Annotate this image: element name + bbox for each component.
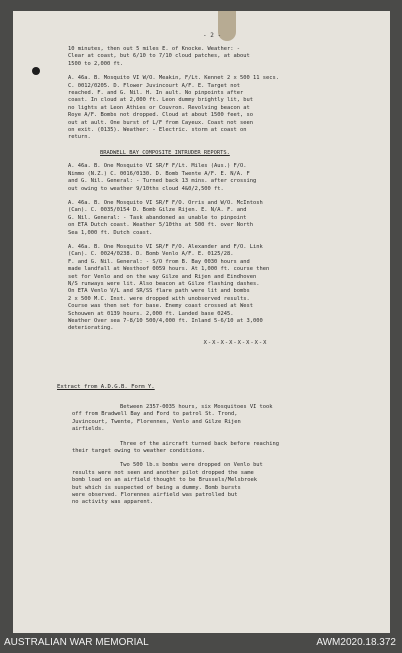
text-line: Three of the aircraft turned back before reaching bbox=[120, 440, 280, 447]
punch-hole bbox=[32, 67, 40, 75]
text-line: Clear at coast, but 6/10 to 7/10 cloud patches, at about bbox=[68, 53, 250, 60]
text-line: airfields. bbox=[72, 426, 105, 433]
extract-paragraph-2 bbox=[72, 441, 362, 456]
text-line: A. 46a. B. Mosquito VI W/O. Meakin, F/Lt. Kennet 2 x 500 11 secs. bbox=[68, 75, 279, 82]
text-line: out owing to weather 9/10ths cloud 4&0/2,500 ft. bbox=[68, 185, 224, 192]
intro-paragraph bbox=[68, 46, 363, 68]
text-line: on exit. (0135). Weather: - Electric. storm at coast on bbox=[68, 127, 247, 134]
report-paragraph-d bbox=[68, 244, 363, 333]
text-line: bomb load on an airfield thought to be Brussels/Melsbroek bbox=[72, 477, 257, 484]
text-line: C. 0012/0205. D. Flower Juvincourt A/F. E. Target not bbox=[68, 82, 241, 89]
text-line: Schouwen at 0139 hours. 2,000 ft. Landed base 0245. bbox=[68, 310, 234, 317]
text-line: A. 46a. B. One Mosquito VI SR/F F/Lt. Miles (Aus.) F/O. bbox=[68, 163, 247, 170]
page-number: - 2 - bbox=[203, 32, 222, 39]
text-line: deteriorating. bbox=[68, 325, 114, 332]
extract-heading bbox=[57, 384, 357, 390]
text-line: (Can). C. 0024/0238. D. Bomb Venlo A/F. E. 0125/28. bbox=[68, 251, 234, 258]
text-line: but which is suspected of being a dummy. Bomb bursts bbox=[72, 484, 241, 491]
text-line: out at ault. One burst of L/F from Cayeux. Coast not seen bbox=[68, 119, 253, 126]
text-line: reached. F. and G. Nil. H. In ault. No pinpoints after bbox=[68, 90, 244, 97]
text-line: On ETA Venlo V/L and SR/SS flare path were lit and bombs bbox=[68, 288, 250, 295]
footer-accession-id: AWM2020.18.372 bbox=[316, 637, 396, 648]
text-line: Juvincourt, Twente, Florennes, Venlo and Gilze Rijen bbox=[72, 418, 241, 425]
text-line: G. Nil. General: - Task abandoned as unable to pinpoint bbox=[68, 214, 247, 221]
report-body bbox=[68, 46, 363, 361]
text-line: made landfall at Westhoof 0059 hours. At 1,000 ft. course then bbox=[68, 266, 270, 273]
section-heading: BRADWELL BAY COMPOSITE INTRUDER REPORTS. bbox=[100, 149, 230, 156]
report-paragraph-b bbox=[68, 163, 363, 193]
text-line: no lights at Leon Athies or Couvron. Revolving beacon at bbox=[68, 104, 250, 111]
section-separator: X-X-X-X-X-X-X-X bbox=[203, 339, 268, 346]
text-line: Nimmo (N.Z.) C. 0016/0130. D. Bomb Twente A/F. E. N/A. F bbox=[68, 170, 250, 177]
text-line: off from Bradwell Bay and Ford to patrol St. Trond, bbox=[72, 411, 238, 418]
text-line: were observed. Florennes airfield was patrolled but bbox=[72, 492, 238, 499]
text-line: F. and G. Nil. General: - S/O from B. Bay 0030 hours and bbox=[68, 258, 250, 265]
text-line: Roye A/F. Bombs not dropped. Cloud at about 1500 feet, so bbox=[68, 112, 253, 119]
text-line: A. 46a. B. One Mosquito VI SR/F F/O. Alexander and F/O. Link bbox=[68, 243, 263, 250]
report-paragraph-c bbox=[68, 200, 363, 237]
text-line: Weather Over sea 7-8/10 500/4,000 ft. Inland 5-6/10 at 3,000 bbox=[68, 318, 263, 324]
footer-bar bbox=[0, 633, 402, 653]
extract-body bbox=[72, 404, 362, 514]
text-line: Two 500 lb.s bombs were dropped on Venlo but bbox=[120, 462, 263, 469]
footer-source: AUSTRALIAN WAR MEMORIAL bbox=[4, 637, 149, 648]
text-line: coast. In cloud at 2,000 ft. Leon dummy brightly lit, but bbox=[68, 97, 253, 104]
extract-paragraph-1 bbox=[72, 404, 362, 434]
report-paragraph-a bbox=[68, 75, 363, 142]
text-line: Sea 1,000 ft. Dutch coast. bbox=[68, 229, 153, 236]
text-line: A. 46a. B. One Mosquito VI SR/F F/O. Orris and W/O. McIntosh bbox=[68, 199, 263, 206]
text-line: 2 x 500 M.C. Inst. were dropped with unobserved results. bbox=[68, 295, 250, 302]
text-line: Between 2357-0035 hours, six Mosquitoes VI took bbox=[120, 404, 273, 410]
text-line: and G. Nil. General: - Turned back 13 mins. after crossing bbox=[68, 178, 257, 185]
text-line: results were not seen and another pilot dropped the same bbox=[72, 469, 254, 476]
extract-paragraph-3 bbox=[72, 462, 362, 506]
text-line: return. bbox=[68, 134, 91, 141]
text-line: N/S runways were lit. Also beacon at Gilze flashing dashes. bbox=[68, 280, 260, 287]
extract-heading-text: Extract from A.D.G.B. Form Y. bbox=[57, 384, 155, 390]
text-line: 10 minutes, then out 5 miles E. of Knocke. Weather: - bbox=[68, 46, 241, 52]
text-line: their target owing to weather conditions. bbox=[72, 448, 206, 455]
text-line: 1500 to 2,000 ft. bbox=[68, 60, 124, 67]
text-line: Course was then set for base. Enemy coast crossed at West bbox=[68, 303, 253, 310]
text-line: set for Venlo and on the way Gilze and Rijen and Eindhoven bbox=[68, 273, 257, 280]
text-line: on ETA Dutch coast. Weather 5/10ths at 500 ft. over North bbox=[68, 222, 253, 229]
text-line: no activity was apparent. bbox=[72, 499, 154, 506]
text-line: (Can). C. 0035/0154 D. Bomb Gilze Rijen. E. N/A. F. and bbox=[68, 207, 247, 214]
